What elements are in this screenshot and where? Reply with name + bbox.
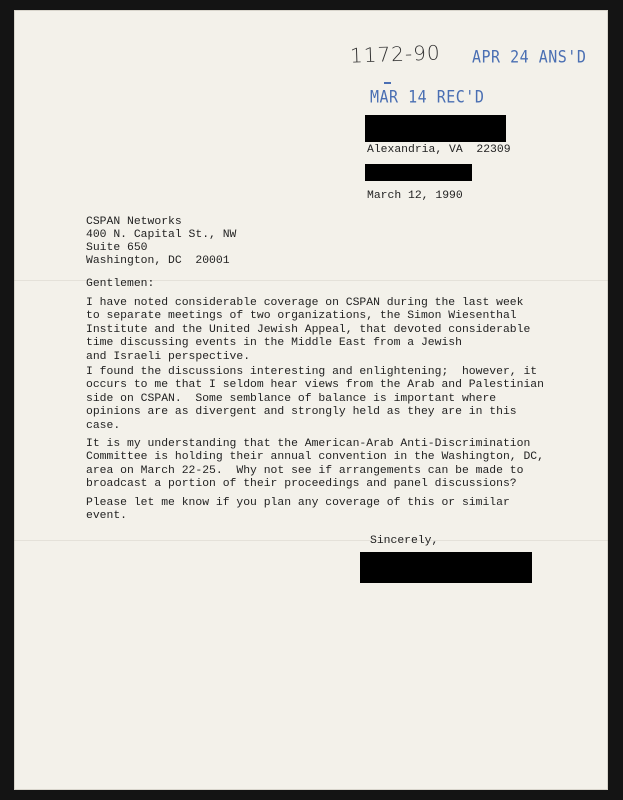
closing: Sincerely,	[370, 535, 439, 547]
recipient-line: Washington, DC 20001	[86, 255, 230, 267]
received-stamp: MAR 14 REC'D	[370, 87, 485, 107]
recipient-line: CSPAN Networks	[86, 216, 182, 228]
redacted-sender-name	[365, 115, 506, 142]
letter-date: March 12, 1990	[367, 190, 463, 202]
stamp-mark	[384, 82, 391, 84]
redacted-sender-detail	[365, 164, 472, 181]
recipient-line: Suite 650	[86, 242, 148, 254]
body-paragraph: It is my understanding that the American-Arab Anti-Discrimination Committee is holding their annual convention in the Washington, DC, area on March 22-25. Why not see if arrangements can be made to broadcast a portion of their proceedings and panel discussions?	[86, 438, 544, 491]
handwritten-file-number: 1172-90	[349, 40, 441, 68]
sender-city-line: Alexandria, VA 22309	[367, 144, 511, 156]
salutation: Gentlemen:	[86, 278, 155, 290]
fold-line	[14, 540, 608, 541]
answered-stamp: APR 24 ANS'D	[472, 47, 587, 67]
recipient-line: 400 N. Capital St., NW	[86, 229, 237, 241]
letter-page	[14, 10, 608, 790]
body-paragraph: Please let me know if you plan any coverage of this or similar event.	[86, 497, 510, 523]
body-paragraph: I have noted considerable coverage on CSPAN during the last week to separate meetings of two organizations, the Simon Wiesenthal Institute and the United Jewish Appeal, that devoted considerable time discussing events in the Middle East from a Jewish and Israeli perspective.	[86, 297, 531, 363]
redacted-signature	[360, 552, 532, 583]
body-paragraph: I found the discussions interesting and enlightening; however, it occurs to me that I seldom hear views from the Arab and Palestinian side on CSPAN. Some semblance of balance is important where opinions are as divergent and strongly held as they are in this case.	[86, 366, 544, 432]
